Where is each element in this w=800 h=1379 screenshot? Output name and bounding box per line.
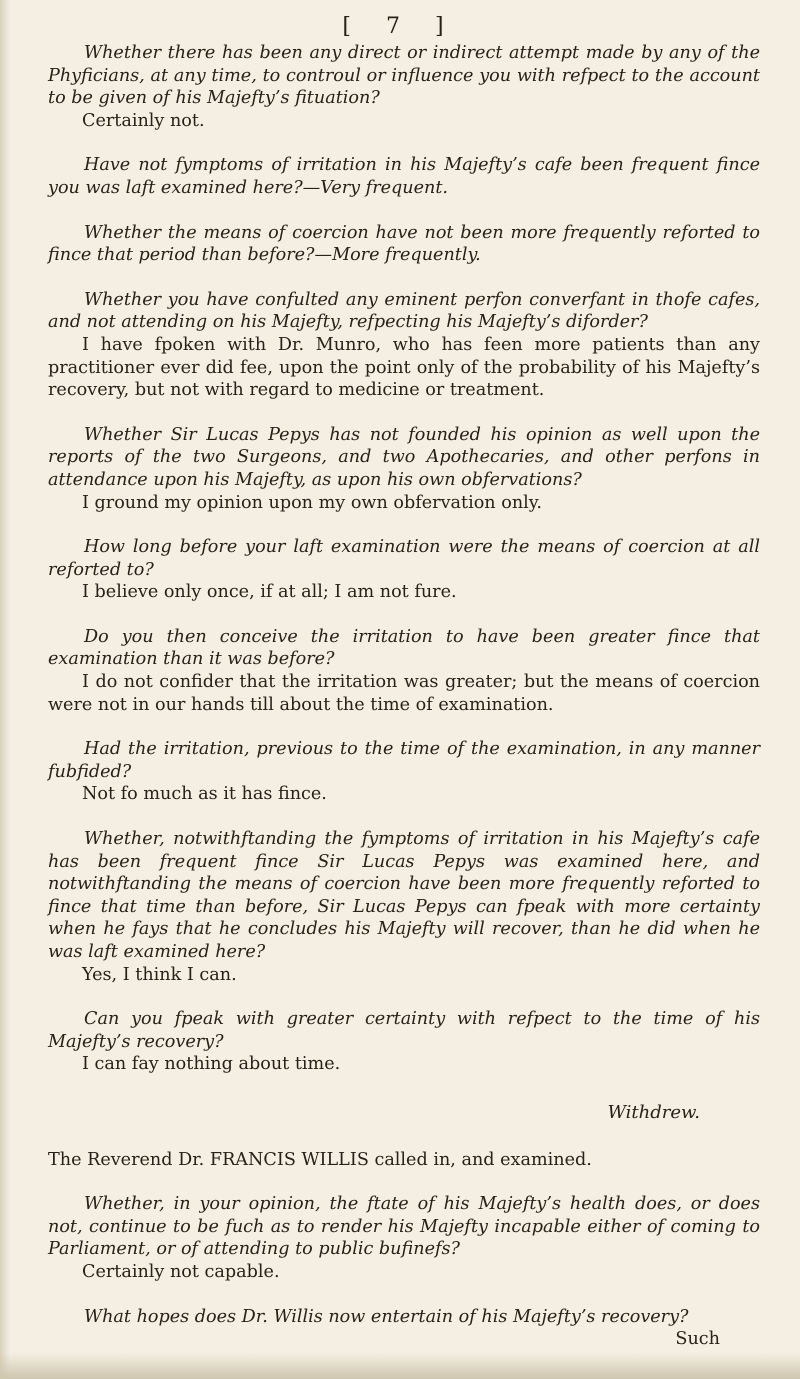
answer: Certainly not capable. xyxy=(82,1261,280,1282)
question: What hopes does Dr. Willis now entertain of his Majefty’s recovery? xyxy=(84,1306,689,1327)
question: Can you fpeak with greater certainty with refpect to the time of his Majefty’s recovery? xyxy=(48,1009,760,1052)
question: Have not fymptoms of irritation in his Majefty’s cafe been frequent fince you was laft examined here?—Very frequent. xyxy=(48,155,760,198)
witness-heading: The Reverend Dr. FRANCIS WILLIS called in, and examined. xyxy=(48,1149,592,1170)
answer: I ground my opinion upon my own obfervation only. xyxy=(82,492,542,513)
question: Whether, in your opinion, the ftate of his Majefty’s health does, or does not, continue to be fuch as to render his Majefty incapable either of coming to Parliament, or of attending to public bufinefs? xyxy=(48,1194,760,1260)
withdrew-note: Withdrew. xyxy=(607,1101,700,1123)
question: Whether you have confulted any eminent perfon converfant in thofe cafes, and not attending on his Majefty, refpecting his Majefty’s diforder? xyxy=(48,289,760,333)
question: Whether Sir Lucas Pepys has not founded his opinion as well upon the reports of the two Surgeons, and two Apothecaries, and other perfons in attendance upon his Majefty, as upon his own obfervations? xyxy=(48,424,760,490)
body-text xyxy=(48,42,760,1351)
question: Had the irritation, previous to the time of the examination, in any manner fubfided? xyxy=(48,739,760,782)
catchword: Such xyxy=(675,1329,720,1350)
question: Do you then conceive the irritation to have been greater fince that examination than it was before? xyxy=(48,626,760,670)
page-bottom-edge xyxy=(0,1353,800,1379)
answer: I have fpoken with Dr. Munro, who has feen more patients than any practitioner ever did fee, upon the point only of the probability of his Majefty’s recovery, but not with regard to medicine or treatment. xyxy=(48,334,760,401)
question: Whether the means of coercion have not been more frequently reforted to fince that period than before?—More frequently. xyxy=(48,222,760,266)
question: How long before your laft examination were the means of coercion at all reforted to? xyxy=(48,537,760,580)
question: Whether, notwithftanding the fymptoms of irritation in his Majefty’s cafe has been frequent fince Sir Lucas Pepys was examined here, and notwithftanding the means of coercion have been more frequently reforted to fince that time than before, Sir Lucas Pepys can fpeak with more certainty when he fays that he concludes his Majefty will recover, than he did when he was laft examined here? xyxy=(48,829,760,962)
answer: Not fo much as it has fince. xyxy=(82,784,327,805)
answer: Yes, I think I can. xyxy=(82,964,237,985)
answer: I do not confider that the irritation was greater; but the means of coercion were not in our hands till about the time of examination. xyxy=(48,672,760,715)
answer: Certainly not. xyxy=(82,110,205,131)
answer: I believe only once, if at all; I am not fure. xyxy=(82,582,457,603)
question: Whether there has been any direct or indirect attempt made by any of the Phyficians, at any time, to controul or influence you with refpect to the account to be given of his Majefty’s fituation? xyxy=(48,43,760,109)
page-edge-shadow xyxy=(0,0,10,1379)
page-number: [ 7 ] xyxy=(342,14,458,39)
answer: I can fay nothing about time. xyxy=(82,1054,341,1075)
